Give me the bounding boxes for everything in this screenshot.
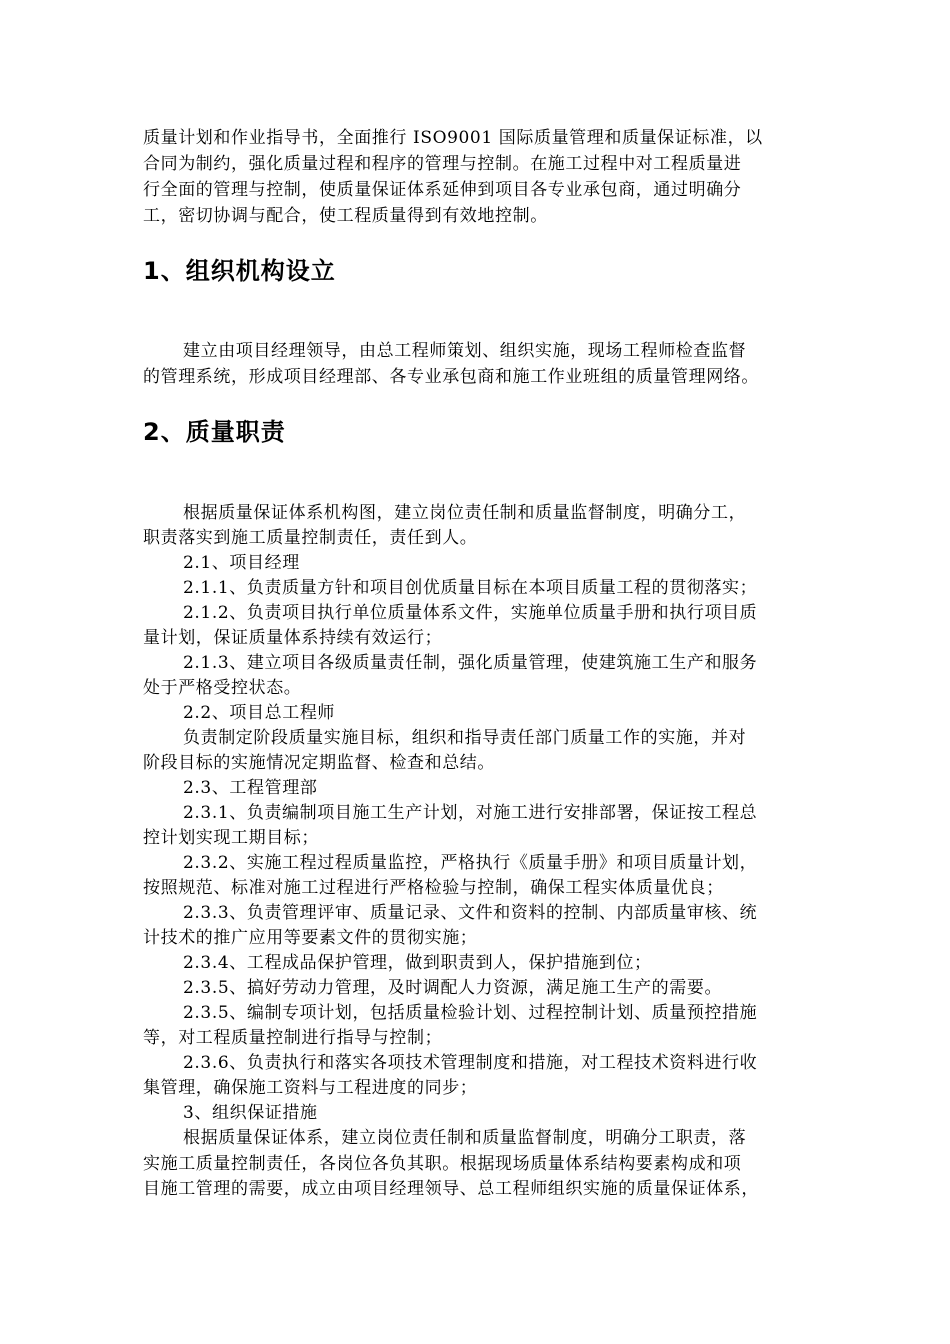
intro-line: 合同为制约，强化质量过程和程序的管理与控制。在施工过程中对工程质量进 bbox=[143, 154, 742, 174]
section-heading-organization: 1、组织机构设立 bbox=[143, 257, 336, 285]
body-line: 2.3.5、编制专项计划，包括质量检验计划、过程控制计划、质量预控措施 bbox=[183, 1003, 758, 1023]
body-line: 的管理系统，形成项目经理部、各专业承包商和施工作业班组的质量管理网络。 bbox=[143, 367, 759, 387]
body-line: 处于严格受控状态。 bbox=[143, 678, 302, 698]
body-line: 2.3.6、负责执行和落实各项技术管理制度和措施，对工程技术资料进行收 bbox=[183, 1053, 758, 1073]
body-line: 2.1.3、建立项目各级质量责任制，强化质量管理，使建筑施工生产和服务 bbox=[183, 653, 758, 673]
body-line: 2.3.4、工程成品保护管理，做到职责到人，保护措施到位； bbox=[183, 953, 652, 973]
body-line: 根据质量保证体系，建立岗位责任制和质量监督制度，明确分工职责，落 bbox=[183, 1128, 747, 1148]
body-line: 控计划实现工期目标； bbox=[143, 828, 319, 848]
body-line: 2.1.2、负责项目执行单位质量体系文件，实施单位质量手册和执行项目质 bbox=[183, 603, 758, 623]
body-line: 计技术的推广应用等要素文件的贯彻实施； bbox=[143, 928, 478, 948]
body-line: 集管理，确保施工资料与工程进度的同步； bbox=[143, 1078, 478, 1098]
body-line: 2.3.1、负责编制项目施工生产计划，对施工进行安排部署，保证按工程总 bbox=[183, 803, 758, 823]
subheading-line: 2.2、项目总工程师 bbox=[183, 703, 336, 723]
body-line: 建立由项目经理领导，由总工程师策划、组织实施，现场工程师检查监督 bbox=[183, 341, 747, 361]
subheading-line: 3、组织保证措施 bbox=[183, 1103, 318, 1123]
body-line: 2.3.2、实施工程过程质量监控，严格执行《质量手册》和项目质量计划， bbox=[183, 853, 758, 873]
subheading-line: 2.3、工程管理部 bbox=[183, 778, 318, 798]
intro-line: 行全面的管理与控制，使质量保证体系延伸到项目各专业承包商，通过明确分 bbox=[143, 180, 742, 200]
body-line: 职责落实到施工质量控制责任，责任到人。 bbox=[143, 528, 478, 548]
body-line: 阶段目标的实施情况定期监督、检查和总结。 bbox=[143, 753, 495, 773]
section-heading-responsibilities: 2、质量职责 bbox=[143, 418, 286, 446]
subheading-line: 2.1、项目经理 bbox=[183, 553, 300, 573]
body-line: 2.3.3、负责管理评审、质量记录、文件和资料的控制、内部质量审核、统 bbox=[183, 903, 758, 923]
body-line: 按照规范、标准对施工过程进行严格检验与控制，确保工程实体质量优良； bbox=[143, 878, 724, 898]
body-line: 等，对工程质量控制进行指导与控制； bbox=[143, 1028, 443, 1048]
intro-line: 质量计划和作业指导书，全面推行 ISO9001 国际质量管理和质量保证标准，以 bbox=[143, 128, 763, 148]
body-line: 目施工管理的需要，成立由项目经理领导、总工程师组织实施的质量保证体系， bbox=[143, 1179, 759, 1199]
body-line: 量计划，保证质量体系持续有效运行； bbox=[143, 628, 443, 648]
intro-line: 工，密切协调与配合，使工程质量得到有效地控制。 bbox=[143, 206, 548, 226]
body-line: 实施工质量控制责任，各岗位各负其职。根据现场质量体系结构要素构成和项 bbox=[143, 1154, 742, 1174]
body-line: 2.1.1、负责质量方针和项目创优质量目标在本项目质量工程的贯彻落实； bbox=[183, 578, 758, 598]
body-line: 2.3.5、搞好劳动力管理，及时调配人力资源，满足施工生产的需要。 bbox=[183, 978, 723, 998]
body-line: 根据质量保证体系机构图，建立岗位责任制和质量监督制度，明确分工， bbox=[183, 503, 747, 523]
body-line: 负责制定阶段质量实施目标，组织和指导责任部门质量工作的实施，并对 bbox=[183, 728, 747, 748]
